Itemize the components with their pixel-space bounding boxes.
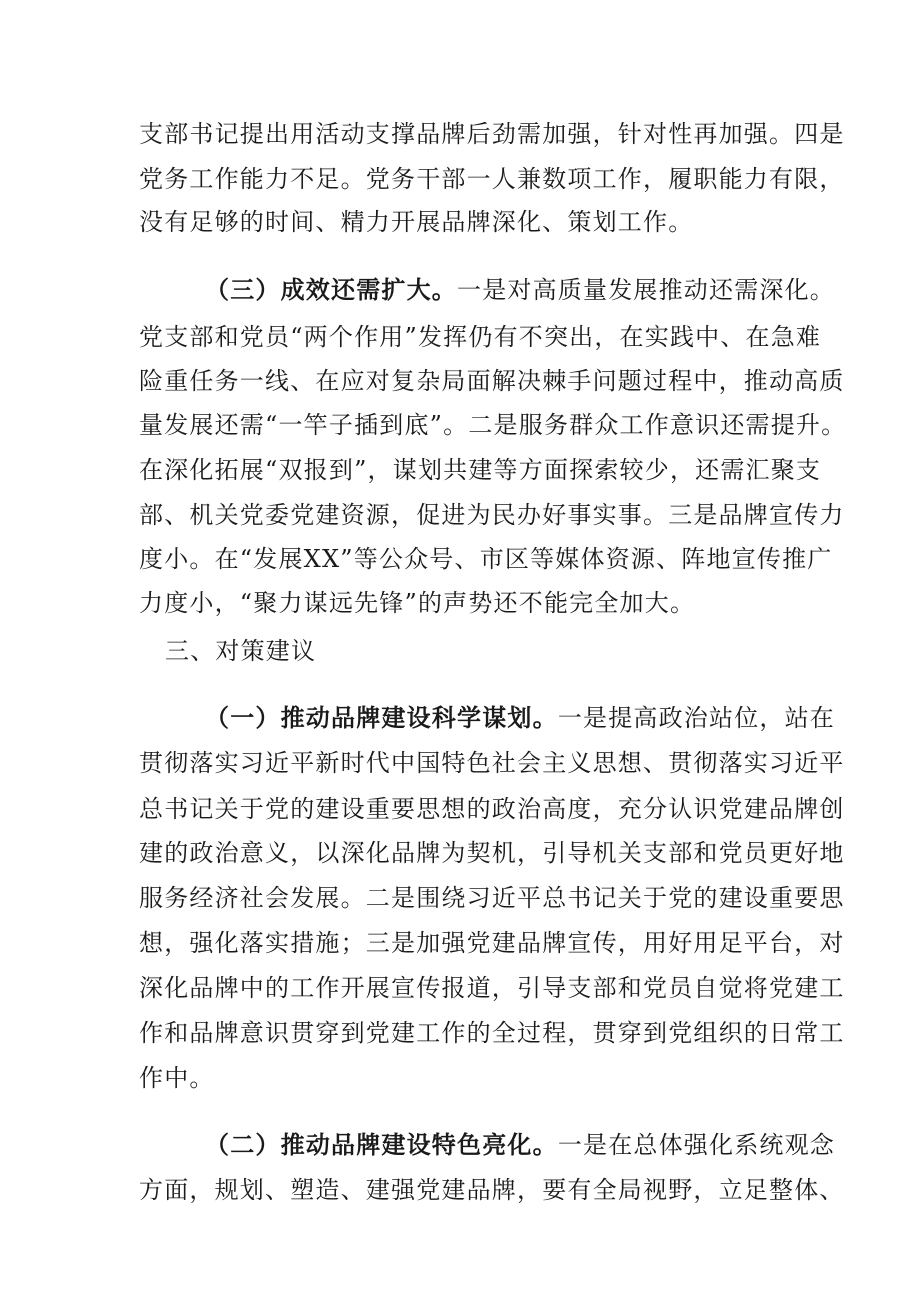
paragraph-line: 险重任务一线、在应对复杂局面解决棘手问题过程中，推动高质 — [139, 367, 845, 395]
section-heading: （一）推动品牌建设科学谋划。 — [205, 703, 558, 732]
paragraph-line: 服务经济社会发展。二是围绕习近平总书记关于党的建设重要思 — [139, 884, 845, 912]
paragraph-line: 量发展还需“一竿子插到底”。二是服务群众工作意识还需提升。 — [139, 411, 847, 439]
section-heading: （三）成效还需扩大。 — [205, 275, 457, 304]
paragraph-line: 建的政治意义，以深化品牌为契机，引导机关支部和党员更好地 — [139, 839, 845, 867]
paragraph-line: 贯彻落实习近平新时代中国特色社会主义思想、贯彻落实习近平 — [139, 749, 845, 777]
paragraph-first-line — [205, 275, 835, 305]
paragraph-line: 没有足够的时间、精力开展品牌深化、策划工作。 — [139, 208, 694, 236]
paragraph-line: 支部书记提出用活动支撑品牌后劲需加强，针对性再加强。四是 — [139, 120, 845, 148]
section-heading: （二）推动品牌建设特色亮化。 — [205, 1130, 558, 1159]
paragraph-line: 深化品牌中的工作开展宣传报道，引导支部和党员自觉将党建工 — [139, 974, 845, 1002]
paragraph-line: 部、机关党委党建资源，促进为民办好事实事。三是品牌宣传力 — [139, 501, 845, 529]
paragraph-text: 一是提高政治站位，站在 — [557, 704, 836, 732]
paragraph-line: 在深化拓展“双报到”，谋划共建等方面探索较少，还需汇聚支 — [139, 456, 822, 484]
paragraph-line: 总书记关于党的建设重要思想的政治高度，充分认识党建品牌创 — [139, 795, 845, 823]
paragraph-line: 党支部和党员“两个作用”发挥仍有不突出，在实践中、在急难 — [139, 323, 822, 351]
paragraph-text: 一是在总体强化系统观念 — [557, 1131, 836, 1159]
paragraph-line: 作中。 — [139, 1064, 215, 1092]
paragraph-line: 度小。在“发展XX”等公众号、市区等媒体资源、阵地宣传推广 — [139, 545, 833, 573]
paragraph-first-line — [205, 703, 836, 733]
paragraph-text: 一是对高质量发展推动还需深化。 — [457, 276, 835, 304]
paragraph-line: 力度小，“聚力谋远先锋”的声势还不能完全加大。 — [139, 589, 696, 617]
paragraph-line: 党务工作能力不足。党务干部一人兼数项工作，履职能力有限， — [139, 165, 845, 193]
paragraph-line: 想，强化落实措施；三是加强党建品牌宣传，用好用足平台，对 — [139, 929, 845, 957]
paragraph-first-line — [205, 1130, 836, 1160]
section-title: 三、对策建议 — [165, 637, 317, 665]
paragraph-line: 作和品牌意识贯穿到党建工作的全过程，贯穿到党组织的日常工 — [139, 1019, 845, 1047]
paragraph-line: 方面，规划、塑造、建强党建品牌，要有全局视野，立足整体、 — [139, 1176, 845, 1204]
